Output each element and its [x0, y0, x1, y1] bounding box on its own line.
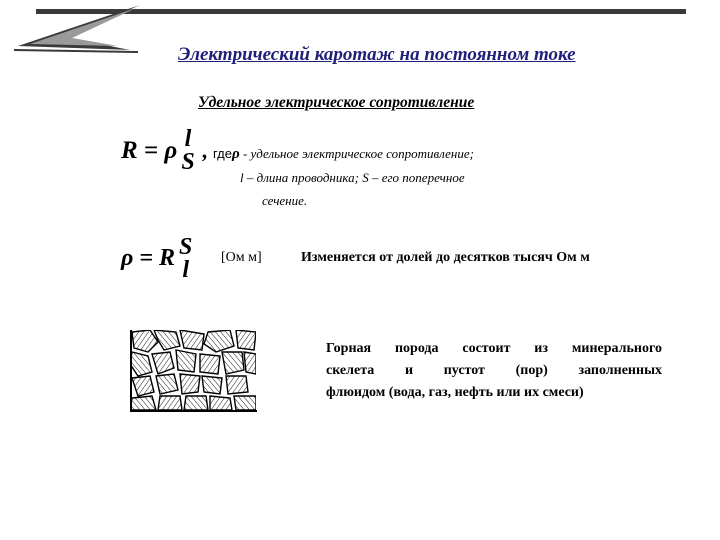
definition-line-3: сечение. [262, 193, 308, 208]
rock-grains-image [130, 330, 258, 412]
formula2-denominator: l [182, 256, 190, 283]
rock-text-line-3: флюидом (вода, газ, нефть или их смеси) [326, 385, 584, 400]
formula2-lhs: ρ = R [121, 245, 176, 272]
resistivity-unit: [Ом м] [221, 250, 262, 265]
slide-title: Электрический каротаж на постоянном токе [178, 44, 576, 65]
formula1-denominator: S [181, 148, 195, 175]
slide-subtitle: Удельное электрическое сопротивление [198, 94, 475, 111]
formula1-numerator: l [184, 126, 192, 152]
definition-line-1 [213, 146, 474, 163]
formula2-numerator: S [179, 234, 193, 260]
formula1-comma: , [202, 137, 209, 163]
resistivity-range-text: Изменяется от долей до десятков тысяч Ом м [301, 250, 590, 265]
formula2-fraction [179, 236, 192, 282]
definition-line1-rest: - удельное электрическое сопротивление; [239, 146, 474, 161]
definition-where: где [213, 146, 232, 161]
rock-text-line-2: скелета и пустот (пор) заполненных [326, 363, 662, 378]
definition-rho: ρ [231, 146, 240, 162]
formula1-lhs: R = ρ [121, 136, 178, 164]
header-bar [36, 9, 686, 14]
resistivity-formula [121, 236, 192, 282]
rock-text-line-1: Горная порода состоит из минерального [326, 341, 662, 356]
definition-line-2: l – длина проводника; S – его поперечное [240, 170, 465, 185]
formula1-fraction [181, 128, 194, 174]
resistance-formula [121, 128, 208, 174]
logo-line [14, 50, 138, 52]
rock-description [326, 338, 662, 404]
